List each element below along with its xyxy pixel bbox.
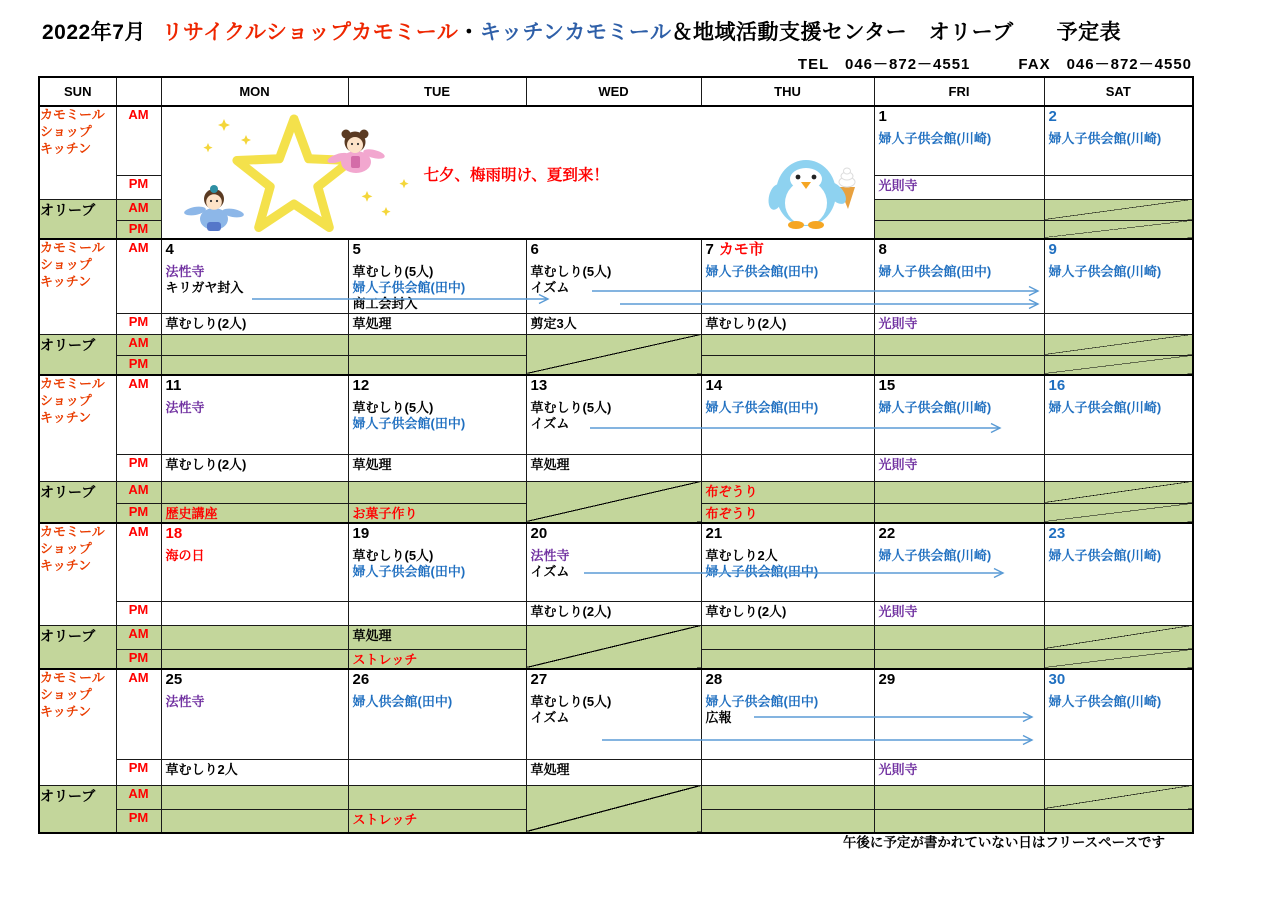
olive-cell-am <box>874 199 1044 220</box>
schedule-entry: 広報 <box>705 710 732 726</box>
olive-cell-pm <box>701 503 874 523</box>
schedule-calendar-table <box>38 76 1194 834</box>
olive-cell-pm <box>701 809 874 833</box>
chamomile-group-label: カモミール ショップ キッチン <box>39 106 116 199</box>
olive-cell-pm <box>1044 809 1193 833</box>
olive-cell-pm <box>874 649 1044 669</box>
date-number: 26 <box>352 671 370 688</box>
schedule-entry: 光則寺 <box>878 603 918 619</box>
schedule-entry: 草むしり(5人) <box>352 400 434 416</box>
schedule-entry: 光則寺 <box>878 761 918 777</box>
am-label: AM <box>116 239 161 313</box>
date-number: 16 <box>1048 377 1066 394</box>
schedule-entry: 婦人子供会館(田中) <box>705 694 819 710</box>
pm-label: PM <box>116 601 161 625</box>
schedule-entry: 布ぞうり <box>705 505 758 521</box>
pm-label: PM <box>116 313 161 334</box>
date-number: 8 <box>878 241 887 258</box>
schedule-entry: 婦人子供会館(田中) <box>705 564 819 580</box>
date-number: 21 <box>705 525 723 542</box>
schedule-entry: 草むしり2人 <box>705 548 778 564</box>
day-cell-am <box>874 375 1044 454</box>
schedule-entry: 光則寺 <box>878 177 918 193</box>
olive-cell-pm <box>348 809 526 833</box>
calendar-row <box>39 759 1193 785</box>
date-number: 12 <box>352 377 370 394</box>
olive-cell-am <box>348 785 526 809</box>
olive-cell-am <box>701 334 874 355</box>
day-cell-pm <box>348 313 526 334</box>
schedule-entry: 剪定3人 <box>530 315 577 331</box>
header-sat: SAT <box>1044 77 1193 106</box>
day-cell-pm <box>701 454 874 481</box>
chamomile-group-label: カモミール ショップ キッチン <box>39 669 116 785</box>
day-cell-am <box>526 375 701 454</box>
day-cell-am <box>1044 669 1193 759</box>
schedule-entry: キリガヤ封入 <box>165 280 244 296</box>
schedule-entry: 草むしり2人 <box>165 761 238 777</box>
schedule-entry: 草処理 <box>352 456 392 472</box>
day-cell-pm <box>701 601 874 625</box>
day-cell-am <box>348 523 526 601</box>
calendar-row <box>39 454 1193 481</box>
day-cell-pm <box>701 759 874 785</box>
day-cell-am <box>161 523 348 601</box>
day-cell-am <box>701 523 874 601</box>
olive-cell-am <box>1044 785 1193 809</box>
date-number: 7 カモ市 <box>705 241 764 258</box>
am-label: AM <box>116 481 161 503</box>
schedule-entry: 婦人子供会館(川崎) <box>878 400 992 416</box>
date-number: 6 <box>530 241 539 258</box>
am-label: AM <box>116 199 161 220</box>
calendar-row <box>39 601 1193 625</box>
schedule-entry: 法性寺 <box>165 694 205 710</box>
pm-label: PM <box>116 649 161 669</box>
day-cell-pm <box>526 759 701 785</box>
schedule-entry: 草むしり(2人) <box>165 456 247 472</box>
am-label: AM <box>116 785 161 809</box>
olive-group-label: オリーブ <box>39 625 116 669</box>
tanabata-banner-cell <box>161 106 874 239</box>
date-number: 13 <box>530 377 548 394</box>
olive-cell-am <box>161 785 348 809</box>
olive-cell-am <box>701 625 874 649</box>
olive-cell-pm <box>161 649 348 669</box>
sparkle-stars-icon <box>203 119 408 216</box>
day-cell-am <box>526 523 701 601</box>
pm-label: PM <box>116 454 161 481</box>
schedule-entry: ストレッチ <box>352 651 418 667</box>
day-cell-am <box>1044 106 1193 175</box>
day-cell-am <box>874 669 1044 759</box>
day-cell-am <box>526 669 701 759</box>
banner-message: 七夕、梅雨明け、夏到来！ <box>423 167 609 184</box>
day-cell-am <box>874 523 1044 601</box>
calendar-row <box>39 669 1193 759</box>
day-cell-am <box>161 239 348 313</box>
schedule-entry: 草処理 <box>530 761 570 777</box>
day-cell-pm <box>526 454 701 481</box>
pm-label: PM <box>116 355 161 375</box>
calendar-row <box>39 334 1193 355</box>
olive-cell-am <box>1044 625 1193 649</box>
am-label: AM <box>116 669 161 759</box>
schedule-entry: 婦人子供会館(田中) <box>352 564 466 580</box>
date-number: 30 <box>1048 671 1066 688</box>
olive-cell-am <box>1044 481 1193 503</box>
day-cell-pm <box>526 601 701 625</box>
olive-cell-pm <box>1044 649 1193 669</box>
date-number: 20 <box>530 525 548 542</box>
schedule-entry: 婦人子供会館(田中) <box>878 264 992 280</box>
day-cell-am <box>348 375 526 454</box>
olive-cell-am <box>874 785 1044 809</box>
pm-label: PM <box>116 220 161 239</box>
schedule-entry: 婦人子供会館(田中) <box>352 280 466 296</box>
day-cell-am <box>1044 375 1193 454</box>
schedule-entry: 婦人供会館(田中) <box>352 694 453 710</box>
olive-cell-pm <box>701 355 874 375</box>
olive-cell-am <box>161 481 348 503</box>
olive-cell-pm <box>874 220 1044 239</box>
day-cell-pm <box>161 454 348 481</box>
schedule-entry: イズム <box>530 416 570 432</box>
schedule-entry: 草むしり(2人) <box>530 603 612 619</box>
day-cell-am <box>701 239 874 313</box>
olive-cell-am <box>161 334 348 355</box>
olive-cell-am <box>701 481 874 503</box>
schedule-entry: 草処理 <box>352 627 392 643</box>
am-label: AM <box>116 523 161 601</box>
olive-cell-pm <box>348 355 526 375</box>
olive-cell-am <box>348 625 526 649</box>
date-number: 15 <box>878 377 896 394</box>
date-number: 2 <box>1048 108 1057 125</box>
olive-group-label: オリーブ <box>39 481 116 523</box>
schedule-entry: 草むしり(2人) <box>165 315 247 331</box>
day-cell-pm <box>1044 454 1193 481</box>
schedule-entry: 草処理 <box>352 315 392 331</box>
day-cell-pm <box>1044 313 1193 334</box>
day-cell-pm <box>526 313 701 334</box>
schedule-entry: 婦人子供会館(田中) <box>705 264 819 280</box>
day-cell-pm <box>874 759 1044 785</box>
date-number: 27 <box>530 671 548 688</box>
day-cell-pm <box>874 601 1044 625</box>
day-cell-am <box>701 669 874 759</box>
date-number: 4 <box>165 241 174 258</box>
olive-cell-am <box>1044 199 1193 220</box>
olive-cell-closed <box>526 334 701 375</box>
big-star-icon <box>236 119 350 228</box>
tanabata-illustration <box>162 107 874 238</box>
footnote: 午後に予定が書かれていない日はフリースペースです <box>842 835 1165 850</box>
day-cell-am <box>874 106 1044 175</box>
day-cell-am <box>348 669 526 759</box>
day-cell-am <box>161 669 348 759</box>
olive-cell-pm <box>161 809 348 833</box>
schedule-entry: 草むしり(2人) <box>705 603 787 619</box>
day-cell-pm <box>874 313 1044 334</box>
day-cell-pm <box>1044 601 1193 625</box>
day-cell-pm <box>1044 759 1193 785</box>
olive-cell-am <box>348 481 526 503</box>
calendar-row <box>39 313 1193 334</box>
day-cell-pm <box>701 313 874 334</box>
date-number: 18 <box>165 525 183 542</box>
day-cell-pm <box>348 454 526 481</box>
header-spacer <box>116 77 161 106</box>
schedule-entry: 法性寺 <box>165 400 205 416</box>
schedule-entry: 法性寺 <box>530 548 570 564</box>
schedule-entry: 婦人子供会館(川崎) <box>1048 548 1162 564</box>
schedule-entry: 草むしり(5人) <box>352 548 434 564</box>
pm-label: PM <box>116 503 161 523</box>
olive-cell-am <box>161 625 348 649</box>
olive-cell-am <box>1044 334 1193 355</box>
day-cell-am <box>161 375 348 454</box>
weekday-header-row <box>39 77 1193 106</box>
olive-cell-pm <box>348 503 526 523</box>
am-label: AM <box>116 106 161 175</box>
olive-cell-pm <box>1044 503 1193 523</box>
date-number: 25 <box>165 671 183 688</box>
am-label: AM <box>116 375 161 454</box>
header-tue: TUE <box>348 77 526 106</box>
date-number: 23 <box>1048 525 1066 542</box>
schedule-entry: イズム <box>530 710 570 726</box>
title-rest: ＆地域活動支援センター オリーブ 予定表 <box>671 21 1122 44</box>
pm-label: PM <box>116 809 161 833</box>
day-cell-pm <box>161 313 348 334</box>
olive-cell-pm <box>1044 220 1193 239</box>
olive-cell-pm <box>701 649 874 669</box>
schedule-entry: 光則寺 <box>878 456 918 472</box>
schedule-entry: ストレッチ <box>352 811 418 827</box>
schedule-entry: お菓子作り <box>352 505 418 521</box>
header-mon: MON <box>161 77 348 106</box>
schedule-entry: 婦人子供会館(川崎) <box>878 131 992 147</box>
schedule-entry: 草むしり(5人) <box>530 694 612 710</box>
schedule-entry: 光則寺 <box>878 315 918 331</box>
schedule-entry: 婦人子供会館(田中) <box>705 400 819 416</box>
chamomile-group-label: カモミール ショップ キッチン <box>39 523 116 625</box>
olive-cell-pm <box>161 503 348 523</box>
chamomile-group-label: カモミール ショップ キッチン <box>39 375 116 481</box>
schedule-entry: 婦人子供会館(川崎) <box>1048 400 1162 416</box>
olive-cell-am <box>701 785 874 809</box>
olive-cell-pm <box>161 355 348 375</box>
title-kitchen: キッチンカモミール <box>479 21 672 44</box>
day-cell-am <box>526 239 701 313</box>
date-number: 9 <box>1048 241 1057 258</box>
tel-fax-line: TEL 046－872－4551 FAX 046－872－4550 <box>797 56 1192 73</box>
date-number: 28 <box>705 671 723 688</box>
date-number: 19 <box>352 525 370 542</box>
schedule-entry: 商工会封入 <box>352 295 418 311</box>
calendar-row <box>39 106 1193 175</box>
date-note: カモ市 <box>718 241 764 258</box>
schedule-entry: 草処理 <box>530 456 570 472</box>
schedule-entry: 布ぞうり <box>705 483 758 499</box>
olive-cell-closed <box>526 481 701 523</box>
olive-cell-am <box>874 334 1044 355</box>
penguin-icon <box>766 160 855 229</box>
schedule-entry: 法性寺 <box>165 264 205 280</box>
am-label: AM <box>116 625 161 649</box>
schedule-entry: 婦人子供会館(田中) <box>352 416 466 432</box>
olive-cell-closed <box>526 625 701 669</box>
olive-cell-pm <box>874 809 1044 833</box>
olive-group-label: オリーブ <box>39 199 116 239</box>
day-cell-am <box>1044 239 1193 313</box>
schedule-entry: イズム <box>530 280 570 296</box>
date-number: 11 <box>165 377 182 394</box>
date-number: 1 <box>878 108 887 125</box>
olive-cell-pm <box>1044 355 1193 375</box>
pm-label: PM <box>116 175 161 199</box>
schedule-entry: 婦人子供会館(川崎) <box>1048 694 1162 710</box>
schedule-entry: 婦人子供会館(川崎) <box>1048 264 1162 280</box>
day-cell-am <box>348 239 526 313</box>
olive-group-label: オリーブ <box>39 334 116 375</box>
date-number: 5 <box>352 241 361 258</box>
schedule-entry: 海の日 <box>165 548 205 564</box>
schedule-entry: イズム <box>530 564 570 580</box>
olive-cell-am <box>874 625 1044 649</box>
olive-cell-am <box>874 481 1044 503</box>
olive-group-label: オリーブ <box>39 785 116 833</box>
calendar-row <box>39 625 1193 649</box>
day-cell-pm <box>874 454 1044 481</box>
schedule-entry: 婦人子供会館(川崎) <box>878 548 992 564</box>
day-cell-pm <box>874 175 1044 199</box>
am-label: AM <box>116 334 161 355</box>
date-number: 29 <box>878 671 896 688</box>
day-cell-pm <box>348 601 526 625</box>
day-cell-pm <box>348 759 526 785</box>
date-number: 22 <box>878 525 896 542</box>
orihime-icon <box>326 130 385 174</box>
day-cell-am <box>1044 523 1193 601</box>
calendar-row <box>39 375 1193 454</box>
schedule-entry: 草むしり(5人) <box>352 264 434 280</box>
page-title <box>42 16 1121 46</box>
day-cell-pm <box>161 759 348 785</box>
olive-cell-pm <box>348 649 526 669</box>
schedule-entry: 婦人子供会館(川崎) <box>1048 131 1162 147</box>
schedule-entry: 草むしり(2人) <box>705 315 787 331</box>
day-cell-am <box>701 375 874 454</box>
schedule-entry: 歴史講座 <box>165 505 218 521</box>
schedule-entry: 草むしり(5人) <box>530 400 612 416</box>
olive-cell-closed <box>526 785 701 833</box>
olive-cell-am <box>348 334 526 355</box>
title-year-month: 2022年7月 <box>42 21 146 44</box>
title-recycle-shop: リサイクルショップカモミール <box>161 21 459 44</box>
pm-label: PM <box>116 759 161 785</box>
day-cell-am <box>874 239 1044 313</box>
title-separator: ・ <box>458 21 480 44</box>
date-number: 14 <box>705 377 723 394</box>
header-wed: WED <box>526 77 701 106</box>
header-sun: SUN <box>39 77 116 106</box>
day-cell-pm <box>1044 175 1193 199</box>
olive-cell-pm <box>874 503 1044 523</box>
calendar-row <box>39 481 1193 503</box>
calendar-row <box>39 785 1193 809</box>
chamomile-group-label: カモミール ショップ キッチン <box>39 239 116 334</box>
hikoboshi-icon <box>183 185 244 231</box>
calendar-row <box>39 239 1193 313</box>
day-cell-pm <box>161 601 348 625</box>
header-fri: FRI <box>874 77 1044 106</box>
header-thu: THU <box>701 77 874 106</box>
olive-cell-pm <box>874 355 1044 375</box>
calendar-row <box>39 523 1193 601</box>
schedule-entry: 草むしり(5人) <box>530 264 612 280</box>
